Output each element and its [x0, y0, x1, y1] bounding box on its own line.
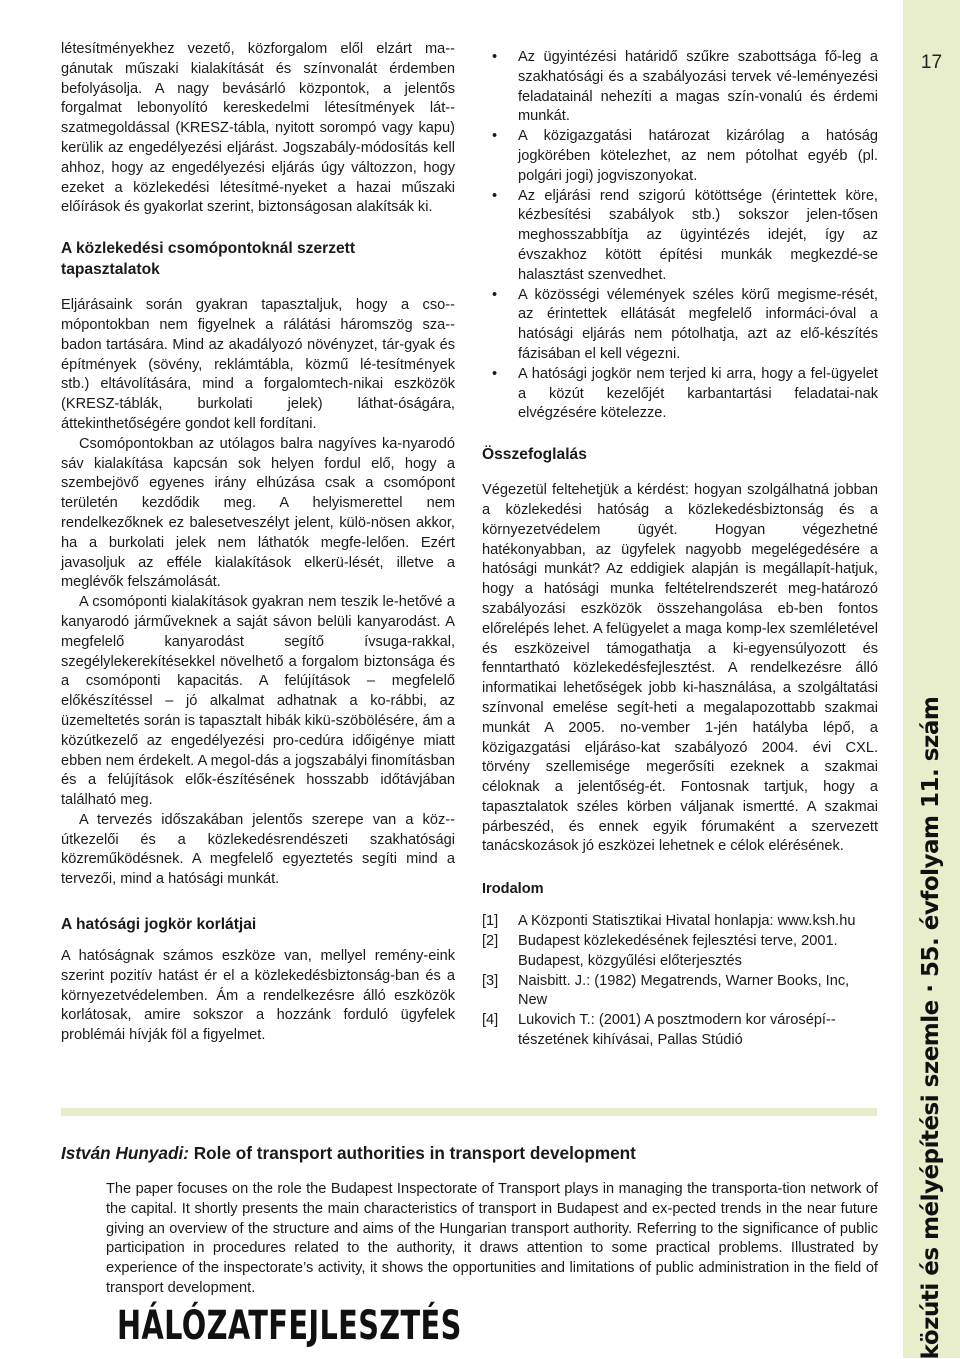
page-number: 17: [920, 52, 943, 73]
bullet-icon: •: [492, 128, 498, 145]
reference-text: Naisbitt. J.: (1982) Megatrends, Warner Books, Inc, New: [518, 972, 850, 1009]
abstract-title: [61, 1142, 877, 1164]
list-item: [482, 187, 878, 286]
reference-item: [482, 912, 878, 932]
reference-number: [1]: [482, 913, 499, 930]
reference-text: Budapest közlekedésének fejlesztési terve, 2001. Budapest, közgyűlési előterjesztés: [518, 933, 838, 969]
limits-bullet-list: [482, 48, 878, 424]
reference-item: [482, 972, 878, 1012]
reference-item: [482, 932, 878, 972]
list-item-text: A közigazgatási határozat kizárólag a hatóság jogkörében kötelezhet, az nem pótolhat egyéb (pl. polgári jogi) jogviszonyokat.: [518, 128, 878, 184]
list-item: [482, 286, 878, 365]
reference-list: [482, 912, 878, 1051]
heading-junction-experience: A közlekedési csomópontoknál szerzett tapasztalatok: [61, 240, 356, 279]
heading-references: Irodalom: [482, 881, 544, 898]
right-column: [482, 48, 878, 1051]
heading-authority-limits: A hatósági jogkör korlátjai: [61, 916, 257, 934]
bullet-icon: •: [492, 365, 498, 382]
reference-number: [2]: [482, 933, 499, 950]
paragraph-junction-4: A tervezés időszakában jelentős szerepe van a köz-útkezelői és a közlekedésrendészeti szakhatósági közreműködésnek. A megfelelő egyeztetés segíti mind a tervezői, mind a hatósági munkát.: [61, 811, 455, 888]
journal-title-vertical: közúti és mélyépítési szemle · 55. évfolyam 11. szám: [918, 696, 944, 1359]
paragraph-intro: létesítményekhez vezető, közforgalom elől elzárt ma-gánutak műszaki kialakítását és színvonalát érdemben befolyásolja. A nagy bevásárló központok, a jelentős forgalmat lebonyolító kereskedelmi létesítmények lát-szatmegoldással (KRESZ-tábla, nyitott sorompó vagy kapu) kerülik az engedélyezési eljárást. Jogszabály-módosítás kell ahhoz, hogy az engedélyezési eljárás úgy változzon, hogy ezeket a közlekedési létesítmé-nyeket a hazai műszaki előírások és gyakorlat szerint, biztonságosan alakítsák ki.: [61, 41, 455, 216]
bullet-icon: •: [492, 49, 498, 65]
bullet-icon: •: [492, 187, 498, 204]
reference-text: Lukovich T.: (2001) A posztmodern kor városépí-tészetének kihívásai, Pallas Stúdió: [518, 1012, 836, 1049]
section-name: HÁLÓZATFEJLESZTÉS: [117, 1303, 462, 1349]
reference-text: A Központi Statisztikai Hivatal honlapja: www.ksh.hu: [518, 913, 856, 930]
list-item-text: A közösségi vélemények széles körű megisme-rését, az érintettek ellátását megfelelő informáci-óval a hatósági eljárás nem pótolhatja, azt az elő-készítés fázisában el kell végezni.: [518, 286, 878, 362]
paragraph-summary: Végezetül feltehetjük a kérdést: hogyan szolgálhatná jobban a közlekedési hatóság a közlekedésbiztonság és a környezetvédelem ügyét. Hogyan végezhetné hatékonyabban, az ügyfelek nagyobb megelégedésére a hatósági munkát? Az eddigiek alapján is megállapít-hatjuk, hogy a hatósági munka feltételrendszerét meg-határozó szabályozási eszközök összehangolása eb-ben fontos előrelépés lehet. A felügyelet a maga komp-lex szemléletével és eszközeivel támogathatja a ki-egyensúlyozott és fenntartható közlekedésfejlesztést. A rendelkezésre álló informatikai lehetőségek jobb ki-használása, a szolgáltatási színvonal emelése segít-heti a megalapozottabb szakmai munkát A 2005. no-vember 1-jén hatályba lépő, a közigazgatási eljáráso-kat szabályozó 2004. évi CXL. törvény szellemisége megerősíti ezeknek a szakmai céloknak a jelentőség-ét. Fontosnak tartjuk, hogy a tapasztalatok széles körben váljanak ismertté. A szakmai párbeszéd, és ennek egyik fórumaként a szervezett tanácskozások jó eszközei lehetnek e célok elérésének.: [482, 482, 878, 855]
paragraph-junction-3: A csomóponti kialakítások gyakran nem teszik le-hetővé a kanyarodó járműveknek a saját sávon belüli kanyarodást. A megfelelő kanyarodást segítő ívsuga-rakkal, szegélylekerekítésekkel növelhető a forgalom biztonsága és a csomóponti kapacitás. A felújítások – megfelelő előkészítéssel – jó alkalmat adhatnak a ko-rábbi, az üzemeltetés során is tapasztalt hibák kikü-szöbölésére, ám a közútkezelő az engedélyezési pro-cedúra időigénye miatt ebben nem érdekelt. A megol-dás a jogszabályi finomításban és a felújítások elők-észítésének hosszabb időtávjában található meg.: [61, 594, 455, 809]
reference-number: [3]: [482, 972, 499, 989]
heading-summary: Összefoglalás: [482, 446, 587, 464]
paragraph-junction-1: Eljárásaink során gyakran tapasztaljuk, hogy a cso-mópontokban nem figyelnek a rálátási háromszög sza-badon tartására. Mind az akadályozó növényzet, tár-gyak és építmények (sövény, reklámtábla, közmű lé-tesítmények stb.) eltávolítására, mind a forgalomtech-nikai eszközök (KRESZ-táblák, burkolati jelek) láthat-óságára, áttekinthetőségére gondot kell fordítani.: [61, 297, 455, 432]
list-item-text: Az eljárási rend szigorú kötöttsége (érintettek köre, kézbesítési szabályok stb.) sokszor jelen-tősen meghosszabbítja az ügyintézés idejét, így az évszakhoz kötött építési munkák megkezdé-se halasztást szenvedhet.: [518, 187, 878, 283]
abstract-author: István Hunyadi:: [61, 1143, 189, 1163]
list-item-text: A hatósági jogkör nem terjed ki arra, hogy a fel-ügyelet a közút kezelőjét karbantartási feladatai-nak elvégzésére kötelezze.: [518, 365, 878, 422]
reference-number: [4]: [482, 1012, 499, 1029]
left-column: [61, 40, 455, 1046]
list-item: [482, 127, 878, 186]
list-item: [482, 48, 878, 127]
reference-item: [482, 1011, 878, 1051]
list-item-text: Az ügyintézési határidő szűkre szabottsága fő-leg a szakhatósági és a szabályozási tervek vé-leményezési feladatainál nehezíti a magas szín-vonalú és érdemi munkát.: [518, 49, 878, 125]
section-divider: [61, 1108, 877, 1116]
paragraph-junction-2: Csomópontokban az utólagos balra nagyíves ka-nyarodó sáv kialakítása kapcsán sok helyen fordul elő, hogy a szembejövő egyenes irány elhúzása csak a csomópont területén kezdődik meg. A helyismerettel nem rendelkezőknek ez balesetveszélyt jelent, külö-nösen akkor, ha a burkolati jelek nem láthatók megfe-lelően. Ezért javasoljuk az efféle kialakítások elkerü-lését, illetve a meglévők felszámolását.: [61, 435, 455, 591]
list-item: [482, 365, 878, 424]
bullet-icon: •: [492, 286, 498, 303]
paragraph-authority-limits: A hatóságnak számos eszköze van, mellyel remény-eink szerint pozitív hatást ér el a közlekedésbiztonság-ban és a környezetvédelemben. Ám a rendelkezésre álló eszközök korlátosak, amire sokszor a hozzánk forduló ügyfelek problémái hívják föl a figyelmet.: [61, 948, 455, 1044]
abstract-title-text: Role of transport authorities in transport development: [193, 1143, 636, 1163]
abstract-text: The paper focuses on the role the Budapest Inspectorate of Transport plays in managing the transporta-tion network of the capital. It shortly presents the main characteristics of transport in Budapest and ex-pected trends in the near future giving an overview of the structure and aims of the Hungarian transport authority. Referring to the significance of public participation in procedures related to the authority, it draws attention to some practical problems. Illustrated by experience of the inspectorate’s activity, it shows the opportunities and limitations of public administration in the field of transport development.: [106, 1181, 878, 1296]
